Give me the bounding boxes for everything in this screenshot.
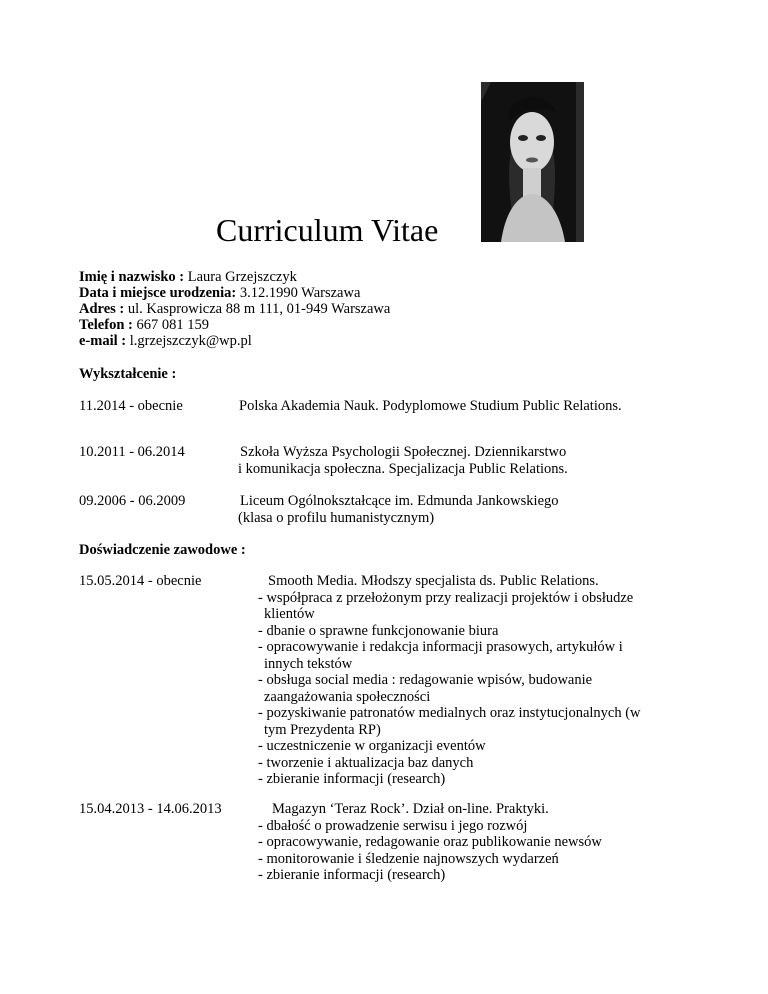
entry-line: Szkoła Wyższa Psychologii Społecznej. Dziennikarstwo	[240, 444, 567, 460]
entry-line: i komunikacja społeczna. Specjalizacja Public Relations.	[238, 460, 568, 477]
education-entry	[240, 444, 568, 477]
education-date: 11.2014 - obecnie	[79, 398, 183, 414]
entry-line: - współpraca z przełożonym przy realizacji projektów i obsłudze	[258, 589, 634, 606]
entry-line: klientów	[264, 606, 315, 622]
personal-name-value: Laura Grzejszczyk	[184, 269, 297, 285]
personal-phone	[79, 317, 209, 334]
personal-email	[79, 333, 252, 350]
portrait-image	[481, 82, 584, 242]
cv-title: Curriculum Vitae	[216, 212, 439, 248]
entry-line: Smooth Media. Młodszy specjalista ds. Public Relations.	[268, 573, 599, 589]
entry-line: - monitorowanie i śledzenie najnowszych wydarzeń	[258, 850, 559, 867]
personal-address-label: Adres :	[79, 301, 125, 317]
entry-line: zaangażowania społeczności	[264, 688, 431, 705]
personal-phone-label: Telefon :	[79, 317, 133, 333]
experience-date: 15.04.2013 - 14.06.2013	[79, 801, 222, 817]
education-entry	[239, 398, 622, 415]
entry-line: - zbieranie informacji (research)	[258, 771, 446, 787]
entry-line: tym Prezydenta RP)	[264, 721, 381, 738]
education-entry	[240, 493, 559, 526]
personal-phone-value: 667 081 159	[132, 317, 209, 333]
entry-line: - dbałość o prowadzenie serwisu i jego rozwój	[258, 817, 528, 834]
entry-line: - tworzenie i aktualizacja baz danych	[258, 754, 474, 771]
entry-line: - opracowywanie, redagowanie oraz publikowanie newsów	[258, 834, 602, 850]
personal-address-value: ul. Kasprowicza 88 m 111, 01-949 Warszawa	[124, 301, 391, 317]
entry-line: Polska Akademia Nauk. Podyplomowe Studium Public Relations.	[239, 398, 622, 414]
personal-birth-value: 3.12.1990 Warszawa	[236, 285, 361, 301]
personal-name-label: Imię i nazwisko :	[79, 269, 185, 285]
personal-email-label: e-mail :	[79, 333, 127, 349]
experience-entry	[258, 801, 602, 884]
experience-heading: Doświadczenie zawodowe :	[79, 542, 246, 558]
entry-line: - zbieranie informacji (research)	[258, 867, 446, 883]
entry-line: - pozyskiwanie patronatów medialnych oraz instytucjonalnych (w	[258, 705, 641, 721]
entry-line: (klasa o profilu humanistycznym)	[238, 509, 435, 526]
education-heading: Wykształcenie :	[79, 366, 177, 382]
entry-line: - obsługa social media : redagowanie wpisów, budowanie	[258, 672, 593, 688]
personal-birth-label: Data i miejsce urodzenia:	[79, 285, 237, 301]
entry-line: - dbanie o sprawne funkcjonowanie biura	[258, 622, 499, 639]
personal-email-value: l.grzejszczyk@wp.pl	[126, 333, 252, 349]
education-date: 09.2006 - 06.2009	[79, 493, 186, 509]
entry-line: - uczestniczenie w organizacji eventów	[258, 738, 486, 754]
personal-address	[79, 301, 390, 318]
personal-name	[79, 269, 297, 286]
entry-line: - opracowywanie i redakcja informacji prasowych, artykułów i	[258, 639, 623, 655]
education-date: 10.2011 - 06.2014	[79, 444, 185, 460]
entry-line: Liceum Ogólnokształcące im. Edmunda Jankowskiego	[240, 493, 559, 509]
entry-line: innych tekstów	[264, 655, 353, 672]
profile-photo	[481, 82, 584, 242]
experience-entry	[258, 573, 641, 788]
experience-date: 15.05.2014 - obecnie	[79, 573, 202, 589]
personal-birth	[79, 285, 360, 302]
entry-line: Magazyn ‘Teraz Rock’. Dział on-line. Praktyki.	[272, 801, 549, 817]
